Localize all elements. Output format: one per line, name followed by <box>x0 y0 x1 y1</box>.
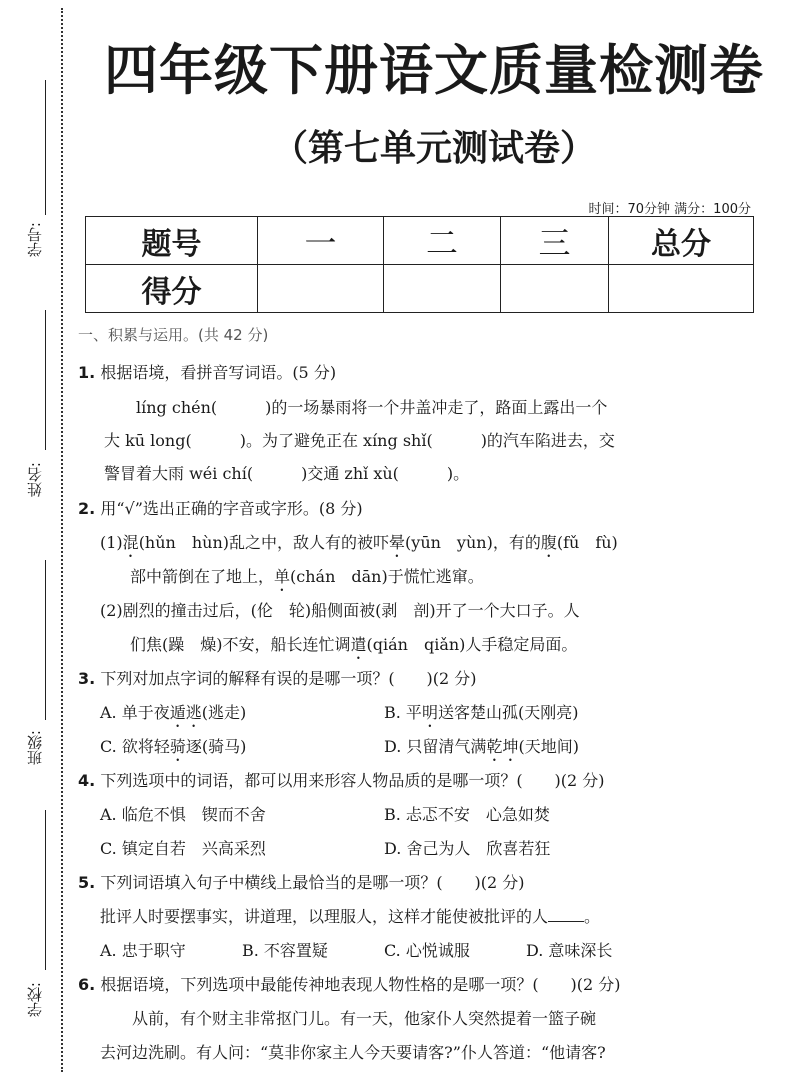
q2-text-line <box>130 632 577 663</box>
question-5 <box>78 870 525 893</box>
dotted-char: 混 <box>122 533 139 552</box>
question-stem: 下列对加点字词的解释有误的是哪一项？( )(2 分) <box>100 669 477 688</box>
q2-part: (chán dān)于慌忙逃窜。 <box>290 567 484 586</box>
question-stem: 用“√”选出正确的字音或字形。(8 分) <box>100 499 363 518</box>
binding-dashed-line <box>61 8 63 1072</box>
option-b[interactable]: B. 忐忑不安 心急如焚 <box>384 805 550 824</box>
q2-text-line <box>130 564 484 595</box>
page-subtitle: （第七单元测试卷） <box>271 128 596 169</box>
section-heading: 一、积累与运用。(共 42 分) <box>78 326 269 344</box>
q2-part: 们焦(躁 燥)不安，船长连忙调 <box>130 635 351 654</box>
dotted-char: 骑 <box>169 737 186 756</box>
question-number: 2. <box>78 499 96 518</box>
question-number: 1. <box>78 363 96 382</box>
q2-part: (qián qiǎn)人手稳定局面。 <box>366 635 578 654</box>
q1-text-line: líng chén( )的一场暴雨将一个井盖冲走了，路面上露出一个 <box>104 398 608 417</box>
q5-sentence-text: 批评人时要摆事实，讲道理，以理服人，这样才能使被批评的人 <box>100 907 549 926</box>
score-cell[interactable] <box>501 265 609 313</box>
class-line <box>45 560 46 720</box>
q2-part: (yūn yùn)，有的 <box>405 533 541 552</box>
q2-part: (hǔn hùn)乱之中，敌人有的被吓 <box>138 533 390 552</box>
q1-text-line: 大 kū long( )。为了避免正在 xíng shǐ( )的汽车陷进去，交 <box>104 431 615 450</box>
dotted-char: 乾坤 <box>486 737 519 756</box>
option-text: (逃走) <box>201 703 247 722</box>
score-header-cell: 总分 <box>609 217 754 265</box>
question-1 <box>78 360 336 383</box>
score-table-score-row <box>86 265 754 313</box>
option-a[interactable]: A. 忠于职守 <box>100 941 186 960</box>
question-stem: 下列选项中的词语，都可以用来形容人物品质的是哪一项？( )(2 分) <box>100 771 605 790</box>
dotted-char: 单 <box>274 567 291 586</box>
question-6 <box>78 972 621 995</box>
q2-part: (fǔ fù) <box>556 533 618 552</box>
score-table-header-row <box>86 217 754 265</box>
option-text: (天地间) <box>518 737 579 756</box>
option-d[interactable]: D. 舍己为人 欣喜若狂 <box>384 839 551 858</box>
score-cell[interactable] <box>609 265 754 313</box>
score-header-cell: 二 <box>384 217 501 265</box>
class-field <box>14 560 44 790</box>
question-number: 4. <box>78 771 96 790</box>
dotted-char: 遣 <box>350 635 367 654</box>
question-number: 5. <box>78 873 96 892</box>
question-stem: 根据语境，看拼音写词语。(5 分) <box>100 363 337 382</box>
student-id-line <box>45 80 46 215</box>
score-table <box>85 216 754 313</box>
q6-passage-line: 从前，有个财主非常抠门儿。有一天，他家仆人突然提着一篮子碗 <box>100 1009 597 1028</box>
q5-sentence-text: 。 <box>584 907 601 926</box>
exam-info: 时间：70分钟 满分：100分 <box>588 202 751 217</box>
dotted-char: 晕 <box>389 533 406 552</box>
option-a[interactable]: A. 临危不惧 锲而不舍 <box>100 805 266 824</box>
score-header-cell: 三 <box>501 217 609 265</box>
option-text: B. 平 <box>384 703 422 722</box>
name-field <box>14 310 44 520</box>
option-b[interactable]: B. 不容置疑 <box>242 941 328 960</box>
q1-text-line: 警冒着大雨 wéi chí( )交通 zhǐ xù( )。 <box>104 464 470 483</box>
school-line <box>45 810 46 970</box>
score-header-cell: 题号 <box>86 217 258 265</box>
question-stem: 根据语境，下列选项中最能传神地表现人物性格的是哪一项？( )(2 分) <box>100 975 621 994</box>
score-cell[interactable] <box>258 265 384 313</box>
q2-text-line: (2)剧烈的撞击过后，(伦 轮)船侧面被(剥 剖)开了一个大口子。人 <box>100 601 580 620</box>
student-id-label: 学号: <box>26 222 44 258</box>
q2-part: (1) <box>100 533 123 552</box>
school-field <box>14 810 44 1030</box>
score-header-cell: 一 <box>258 217 384 265</box>
dotted-char: 明 <box>421 703 438 722</box>
dotted-char: 腹 <box>540 533 557 552</box>
option-text: D. 只留清气满 <box>384 737 487 756</box>
question-stem: 下列词语填入句子中横线上最恰当的是哪一项？( )(2 分) <box>100 873 525 892</box>
option-text: A. 单于夜 <box>100 703 170 722</box>
option-text: 逐(骑马) <box>185 737 247 756</box>
question-3 <box>78 666 477 689</box>
binding-margin <box>0 0 60 1072</box>
dotted-char: 遁逃 <box>169 703 202 722</box>
option-a[interactable] <box>100 700 246 731</box>
option-c[interactable] <box>100 734 246 765</box>
q2-part: 部中箭倒在了地上， <box>130 567 275 586</box>
page-title: 四年级下册语文质量检测卷 <box>104 39 764 102</box>
class-label: 班级: <box>26 730 44 766</box>
option-c[interactable]: C. 镇定自若 兴高采烈 <box>100 839 266 858</box>
answer-blank[interactable] <box>548 921 584 922</box>
name-label: 姓名: <box>26 462 44 498</box>
q6-passage-line: 去河边洗刷。有人问：“莫非你家主人今天要请客?”仆人答道：“他请客? <box>100 1043 606 1062</box>
question-4 <box>78 768 605 791</box>
name-line <box>45 310 46 450</box>
option-c[interactable]: C. 心悦诚服 <box>384 941 470 960</box>
option-text: 送客楚山孤(天刚亮) <box>437 703 579 722</box>
school-label: 学校: <box>26 982 44 1018</box>
option-b[interactable] <box>384 700 578 731</box>
question-2 <box>78 496 363 519</box>
q2-text-line <box>100 530 618 561</box>
q5-sentence <box>100 904 600 927</box>
option-d[interactable] <box>384 734 579 765</box>
student-id-field <box>14 80 44 290</box>
score-row-label: 得分 <box>86 265 258 313</box>
question-number: 6. <box>78 975 96 994</box>
question-number: 3. <box>78 669 96 688</box>
option-text: C. 欲将轻 <box>100 737 170 756</box>
score-cell[interactable] <box>384 265 501 313</box>
option-d[interactable]: D. 意味深长 <box>526 941 613 960</box>
